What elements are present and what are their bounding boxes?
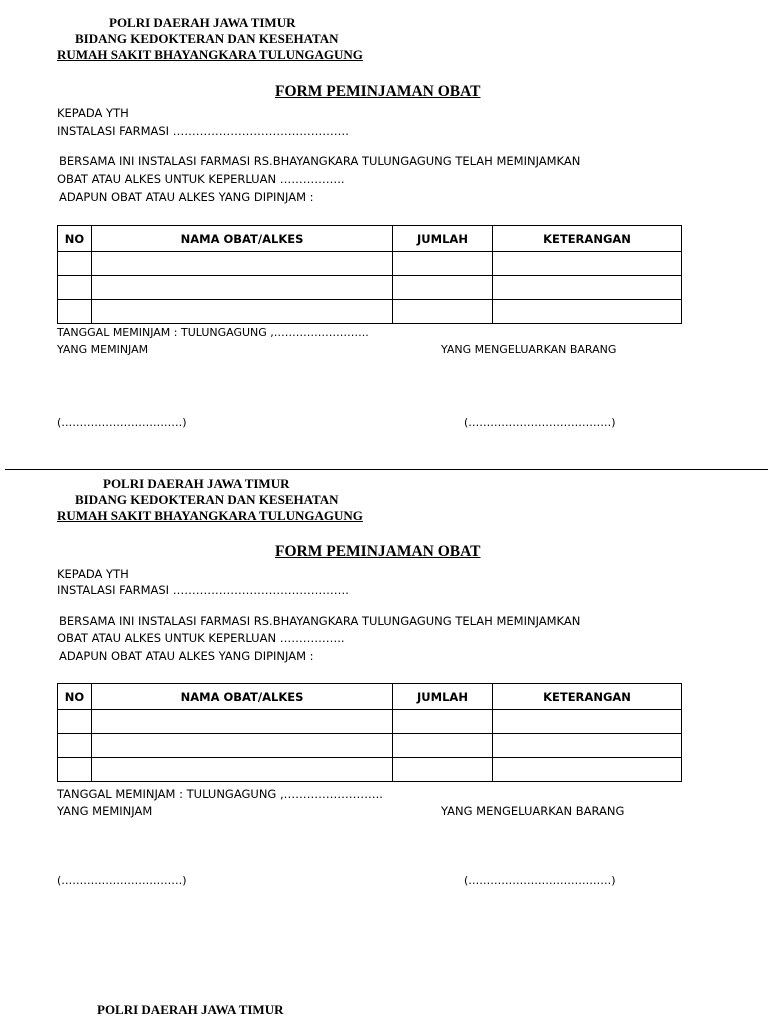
table-cell: [493, 252, 682, 276]
issuer-label: YANG MENGELUARKAN BARANG: [441, 804, 625, 818]
table-cell: [493, 710, 682, 734]
table-cell: [58, 252, 92, 276]
letterhead-line-1: POLRI DAERAH JAWA TIMUR: [97, 1002, 284, 1017]
form-title: FORM PEMINJAMAN OBAT: [275, 83, 481, 100]
table-cell: [58, 734, 92, 758]
table-cell: [92, 276, 393, 300]
header-notes: KETERANGAN: [493, 684, 682, 710]
department-line: INSTALASI FARMASI ……………………………………….: [57, 124, 349, 138]
table-row: [58, 300, 682, 324]
body-line-2: OBAT ATAU ALKES UNTUK KEPERLUAN ……………..: [57, 631, 345, 645]
body-line-3: ADAPUN OBAT ATAU ALKES YANG DIPINJAM :: [59, 649, 314, 663]
body-line-1: BERSAMA INI INSTALASI FARMASI RS.BHAYANGKARA TULUNGAGUNG TELAH MEMINJAMKAN: [59, 154, 581, 168]
table-cell: [92, 710, 393, 734]
table-cell: [493, 276, 682, 300]
table-cell: [493, 734, 682, 758]
date-line: TANGGAL MEMINJAM : TULUNGAGUNG ,……………………..: [57, 787, 383, 801]
table-cell: [58, 276, 92, 300]
table-cell: [58, 300, 92, 324]
header-item-name: NAMA OBAT/ALKES: [92, 684, 393, 710]
letterhead-line-2: BIDANG KEDOKTERAN DAN KESEHATAN: [75, 31, 339, 46]
form-section-2: [0, 462, 768, 892]
issuer-label: YANG MENGELUARKAN BARANG: [441, 343, 617, 356]
letterhead-line-1: POLRI DAERAH JAWA TIMUR: [109, 15, 296, 30]
header-no: NO: [58, 684, 92, 710]
table-cell: [92, 758, 393, 782]
letterhead-line-3: RUMAH SAKIT BHAYANGKARA TULUNGAGUNG: [57, 47, 363, 62]
table-cell: [92, 252, 393, 276]
letterhead-line-2: BIDANG KEDOKTERAN DAN KESEHATAN: [75, 492, 339, 507]
form-title: FORM PEMINJAMAN OBAT: [275, 543, 481, 560]
table-cell: [393, 300, 493, 324]
header-no: NO: [58, 226, 92, 252]
table-cell: [493, 300, 682, 324]
table-header-row: [58, 684, 682, 710]
issuer-signature-line: (…………………………………): [464, 874, 616, 887]
items-table: [57, 225, 682, 324]
table-cell: [393, 252, 493, 276]
items-table: [57, 683, 682, 782]
header-item-name: NAMA OBAT/ALKES: [92, 226, 393, 252]
table-row: [58, 276, 682, 300]
borrower-signature-line: (……………………………): [57, 416, 187, 429]
table-cell: [393, 758, 493, 782]
addressee-line: KEPADA YTH: [57, 567, 129, 581]
table-cell: [92, 300, 393, 324]
body-line-2: OBAT ATAU ALKES UNTUK KEPERLUAN ……………..: [57, 172, 345, 186]
body-line-3: ADAPUN OBAT ATAU ALKES YANG DIPINJAM :: [59, 190, 314, 204]
table-cell: [493, 758, 682, 782]
form-section-1: [0, 0, 768, 430]
borrower-label: YANG MEMINJAM: [57, 804, 153, 818]
header-notes: KETERANGAN: [493, 226, 682, 252]
body-line-1: BERSAMA INI INSTALASI FARMASI RS.BHAYANGKARA TULUNGAGUNG TELAH MEMINJAMKAN: [59, 614, 581, 628]
issuer-signature-line: (…………………………………): [464, 416, 616, 429]
table-row: [58, 252, 682, 276]
table-cell: [393, 734, 493, 758]
department-line: INSTALASI FARMASI ……………………………………….: [57, 583, 349, 597]
table-cell: [58, 758, 92, 782]
table-cell: [58, 710, 92, 734]
table-row: [58, 710, 682, 734]
table-row: [58, 734, 682, 758]
table-cell: [92, 734, 393, 758]
header-quantity: JUMLAH: [393, 226, 493, 252]
borrower-signature-line: (……………………………): [57, 874, 187, 887]
table-row: [58, 758, 682, 782]
table-header-row: [58, 226, 682, 252]
table-cell: [393, 710, 493, 734]
header-quantity: JUMLAH: [393, 684, 493, 710]
addressee-line: KEPADA YTH: [57, 106, 129, 120]
borrower-label: YANG MEMINJAM: [57, 343, 149, 356]
table-cell: [393, 276, 493, 300]
letterhead-line-1: POLRI DAERAH JAWA TIMUR: [103, 476, 290, 491]
letterhead-line-3: RUMAH SAKIT BHAYANGKARA TULUNGAGUNG: [57, 508, 363, 523]
date-line: TANGGAL MEMINJAM : TULUNGAGUNG ,……………………..: [57, 326, 369, 339]
